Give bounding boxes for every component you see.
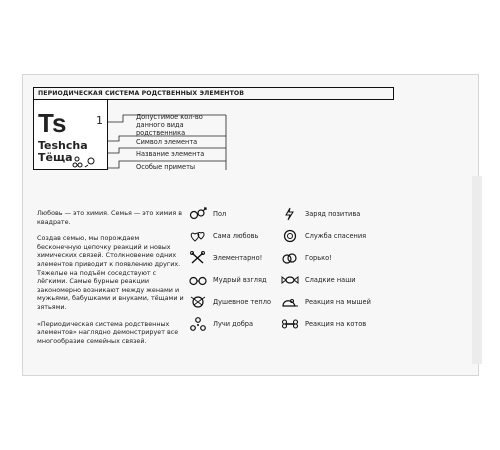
element-legend-card xyxy=(22,74,479,376)
fidget-spinner-icon xyxy=(189,317,207,331)
element-symbol: Ts xyxy=(38,108,67,138)
icon-row: Сладкие наши xyxy=(281,273,356,287)
icon-row: Лучи добра xyxy=(189,317,253,331)
lightning-icon xyxy=(281,207,299,221)
icon-row: Реакция на мышей xyxy=(281,295,371,309)
legend-signs: Особые приметы xyxy=(136,163,196,171)
icon-row: Заряд позитива xyxy=(281,207,360,221)
glasses-icon xyxy=(189,273,207,287)
yarn-icon xyxy=(189,295,207,309)
hearts-icon xyxy=(189,229,207,243)
element-name-ru: Тёща xyxy=(38,151,73,164)
icon-row: Пол xyxy=(189,207,226,221)
icon-row: Служба спасения xyxy=(281,229,366,243)
paragraph-2: Создав семью, мы порождаем бесконечную цепочку реакций и новых химических связей. Столкновение одних элементов приводит к появлению других. Тяжелые на подъём соседствуют с лёгкими. Самые бурные реакции закономерно возникают между женами и мужьями, бабушками и внуками, тёщами и зятьями. xyxy=(37,234,184,311)
icon-row: Мудрый взгляд xyxy=(189,273,267,287)
icon-row: Реакция на котов xyxy=(281,317,366,331)
icon-row: Душевное тепло xyxy=(189,295,271,309)
rings-icon xyxy=(281,251,299,265)
description xyxy=(37,209,185,353)
icon-row: Сама любовь xyxy=(189,229,258,243)
icon-row: Горько! xyxy=(281,251,332,265)
bone-icon xyxy=(281,317,299,331)
paragraph-3: «Периодическая система родственных элементов» наглядно демонстрирует все многообразие семейных связей. xyxy=(37,319,179,345)
legend-name: Название элемента xyxy=(136,150,205,158)
legend-allowed-count: Допустимое кол-во данного вида родственника xyxy=(136,113,203,137)
element-number: 1 xyxy=(96,114,103,127)
section-title: ПЕРИОДИЧЕСКАЯ СИСТЕМА РОДСТВЕННЫХ ЭЛЕМЕНТОВ xyxy=(33,87,394,100)
fidget-spinner-icon xyxy=(72,156,96,168)
candy-icon xyxy=(281,273,299,287)
icon-row: Элементарно! xyxy=(189,251,262,265)
gender-icon xyxy=(189,207,207,221)
mouse-icon xyxy=(281,295,299,309)
legend-symbol: Символ элемента xyxy=(136,138,198,146)
tools-icon xyxy=(189,251,207,265)
element-name-latin: Teshcha xyxy=(38,139,88,152)
page-edge-shadow xyxy=(472,176,482,364)
lifebuoy-icon xyxy=(281,229,299,243)
element-tile xyxy=(33,100,108,170)
paragraph-1: Любовь — это химия. Семья — это химия в квадрате. xyxy=(37,209,183,226)
